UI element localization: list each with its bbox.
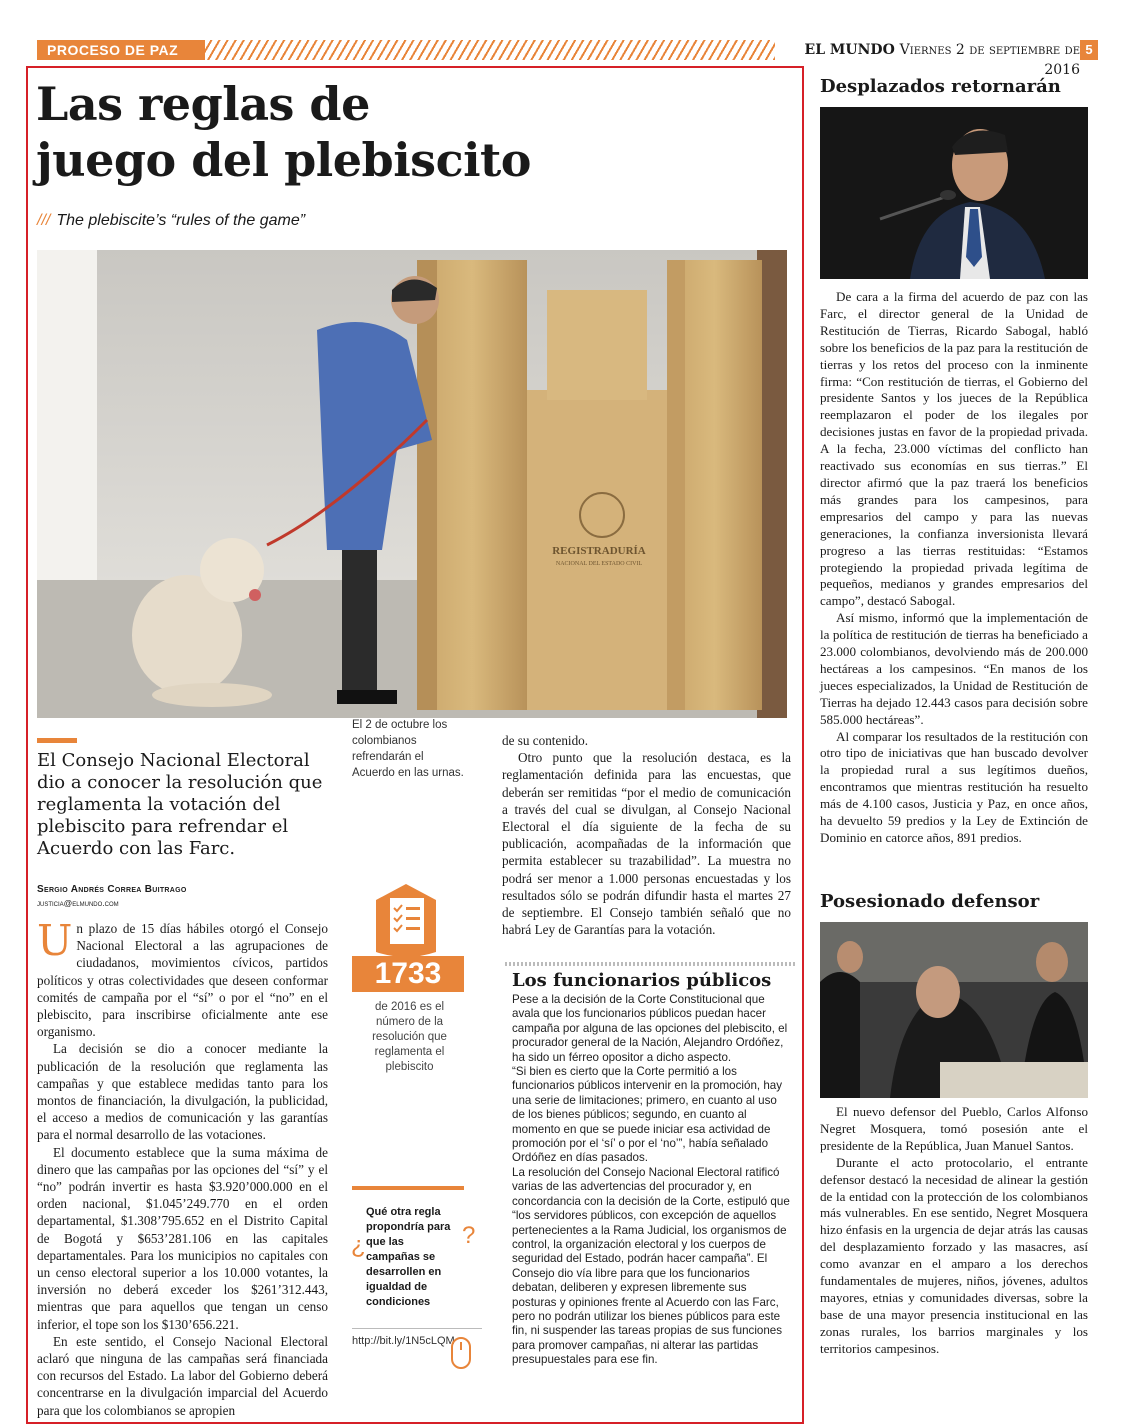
sidebox-paragraph-1: Pese a la decisión de la Corte Constitucional que avala que los funcionarios públicos puedan hacer campaña por alguna de las opciones del plebiscito, el procurador general de la Nación, Alejandro Ordóñez, ha sido un férreo opositor a dicho aspecto. — [512, 993, 788, 1064]
booth-sublabel: NACIONAL DEL ESTADO CIVIL — [555, 561, 643, 567]
article-lead: El Consejo Nacional Electoral dio a conocer la resolución que reglamenta la votación del plebiscito para refrendar el Acuerdo con las Farc. — [37, 750, 323, 859]
sidebox-rule — [505, 962, 795, 966]
right-story-2-paragraph-1: El nuevo defensor del Pueblo, Carlos Alfonso Negret Mosquera, tomó posesión ante el presidente de la República, Juan Manuel Santos. — [820, 1104, 1088, 1153]
drop-cap: U — [37, 916, 73, 965]
right-story-2-body — [820, 1104, 1088, 1358]
paragraph-4: En este sentido, el Consejo Nacional Electoral aclaró que ninguna de las campañas será financiada con recursos del Estado. La labor del Gobierno deberá concentrarse en la divulgación imparcial del Acuerdo para que los colombianos se apropien — [37, 1333, 328, 1418]
paragraph-5: de su contenido. — [502, 733, 589, 748]
paragraph-1: Un plazo de 15 días hábiles otorgó el Consejo Nacional Electoral a las agrupaciones de ciudadanos, movimientos cívicos, partidos políticos y otras colectividades que deseen conformar comités de campaña por el “sí” o por el “no” en el plebiscito, para inscribirse oficialmente ante ese organismo. — [37, 916, 328, 1040]
question-accent-bar — [352, 1186, 464, 1190]
page-number: 5 — [1080, 40, 1098, 60]
paragraph-2: La decisión se dio a conocer mediante la publicación de la resolución que reglamenta las campañas y que establece medidas tanto para los montos de financiación, la divulgación, la publicidad, el acceso a medios de comunicación y las garantías para el normal desarrollo de las votaciones. — [37, 1041, 328, 1143]
stat-description: de 2016 es el número de la resolución que reglamenta el plebiscito — [372, 1001, 447, 1073]
right-story-2-title: Posesionado defensor — [820, 891, 1040, 912]
paragraph-3: El documento establece que la suma máxima de dinero que las campañas por las opciones del “sí” y el “no” podrán invertir es hasta $3.920’000.000 en el orden nacional, $1.045’249.770 en el orden departamental, $1.308’795.652 en el Distrito Capital de Bogotá y $653’281.106 en las capitales departamentales. Para los municipios no capitales con un censo electoral superior a los 10.000 votantes, la inversión no deberá exceder los $261’312.443, mientras que para aquellos que tengan un censo inferior, el tope son los $130’656.221. — [37, 1144, 328, 1332]
masthead-name: EL MUNDO — [804, 42, 895, 58]
checklist-icon — [366, 880, 446, 960]
right-story-1-body — [820, 289, 1088, 847]
paragraph-6: Otro punto que la resolución destaca, es la reglamentación definida para las encuestas, que deberán ser remitidas “por el medio de comunicación a través del cual se divulgan, al Consejo Nacional Electoral el día siguiente de la fecha de su publicación, acompañadas de la información que permita establecer su trazabilidad”. La muestra no podrá ser menor a 1.000 personas encuestadas y los resultados sólo se podrán difundir hasta el martes 27 de septiembre. El Consejo también señaló que no habrá Ley de Garantías para la votación. — [502, 750, 791, 938]
sidebox-paragraph-3: La resolución del Consejo Nacional Electoral ratificó varias de las advertencias del procurador y, en concordancia con la decisión de la Corte, estipuló que “los servidores públicos, con excepción de aquellos pertenecientes a la Rama Judicial, los organismos de control, la organización electoral y los cuerpos de seguridad del Estado, podrán hacer campaña”. El Consejo dio vía libre para que los funcionarios debatan, deliberen y expresen libremente sus posturas y opiniones frente al Acuerdo con las Farc, pero no podrán utilizar los bienes públicos para este fin, ni suspender las tareas propias de sus funciones para promover campañas, ni alterar las partidas presupuestales para ese fin. — [512, 1165, 790, 1367]
link-divider — [352, 1328, 482, 1329]
headline-line-2: juego del plebiscito — [36, 133, 531, 187]
sidebox-title: Los funcionarios públicos — [512, 970, 772, 991]
lead-accent-bar — [37, 738, 77, 743]
issue-date: Viernes 2 de septiembre de 2016 — [899, 42, 1080, 78]
article-link[interactable]: http://bit.ly/1N5cLQM — [352, 1335, 455, 1347]
photo-caption: El 2 de octubre los colombianos refrendarán el Acuerdo en las urnas. — [352, 719, 464, 779]
right-story-1-paragraph-1: De cara a la firma del acuerdo de paz con las Farc, el director general de la Unidad de Restitución de Tierras, Ricardo Sabogal, habló sobre los beneficios de la paz para la restitución de tierras y los retos del proceso con la inminente firma: “Con restitución de tierras, el Gobierno del presidente Santos y los jueces de la República reemplazaron el poder de los ilegales por decisiones justas en favor de la propiedad privada. A la fecha, 23.000 víctimas del conflicto han reactivado sus economías en sus tierras.” El director afirmó que la paz traerá los beneficios más grandes para los campesinos, para empresarios del campo y para las nuevas generaciones, la confianza inversionista llevará progreso a las tierras restituidas: “Estamos protegiendo la propiedad privada legítima de pequeños, medianos y grandes empresarios del campo”, destacó Sabogal. — [820, 289, 1088, 609]
masthead — [780, 40, 1080, 78]
stat-number: 1733 — [352, 956, 464, 992]
article-headline — [36, 76, 796, 188]
booth-label: REGISTRADURÍA — [552, 545, 646, 557]
right-story-1-paragraph-2: Así mismo, informó que la implementación de la política de restitución de tierras ha beneficiado a 23.000 colombianos, devolviendo más de 200.000 hectáreas a los campesinos. “En manos de los jueces especializados, la Unidad de Restitución de Tierras ha dejado 12.443 casos para decisión sobre 585.000 hectáreas”. — [820, 610, 1088, 727]
subtitle-slashes: /// — [37, 212, 51, 229]
question-close-mark: ? — [462, 1222, 476, 1249]
header-hatch-decoration — [205, 40, 775, 60]
speaker-photo — [820, 107, 1088, 279]
author-byline: Sergio Andrés Correa Buitrago — [37, 884, 187, 895]
right-story-2-paragraph-2: Durante el acto protocolario, el entrante defensor destacó la necesidad de alinear la gestión de la entidad con la protección de los colombianos más vulnerables. En ese sentido, Negret Mosquera hizo énfasis en la urgencia de dejar atrás las causas del desplazamiento forzado y las masacres, así como avanzar en el amparo a los derechos fundamentales de mujeres, niños, jóvenes, adultos mayores, etnias y comunidades diversas, sobre la base de una mayor presencia institucional en las zonas rurales, los barrios marginales y los territorios campesinos. — [820, 1154, 1088, 1356]
sidebox-body — [512, 993, 790, 1368]
section-tag: PROCESO DE PAZ — [37, 40, 207, 60]
sidebox-paragraph-2: “Si bien es cierto que la Corte permitió a los funcionarios públicos intervenir en la promoción, hay una serie de limitaciones; primero, en cuanto al uso de los bienes públicos; segundo, en cuanto al momento en que se puede iniciar esa actividad de promoción por el ‘sí’ o por el ‘no’”, había señalado Ordóñez en días pasados. — [512, 1065, 783, 1165]
question-text: Qué otra regla propondría para que las campañas se desarrollen en igualdad de condiciones — [366, 1206, 451, 1308]
ceremony-photo — [820, 922, 1088, 1098]
right-story-1-title: Desplazados retornarán — [820, 76, 1061, 97]
voting-booth-illustration — [37, 250, 787, 718]
article-column-1 — [37, 916, 328, 1419]
article-subtitle — [37, 212, 437, 230]
subtitle-text: The plebiscite’s “rules of the game” — [56, 212, 306, 229]
author-email: justicia@elmundo.com — [37, 898, 119, 908]
voting-booth-photo — [37, 250, 787, 718]
headline-line-1: Las reglas de — [36, 77, 370, 131]
right-story-1-paragraph-3: Al comparar los resultados de la restitución con otro tipo de iniciativas que han buscado devolver la propiedad rural a sus legítimos dueños, encontramos que mientras restitución ha resuelto más de 4.100 casos, Justicia y Paz, en once años, ha devuelto 59 predios y la Ley de Extinción de Dominio en catorce años, 891 predios. — [820, 728, 1088, 845]
article-column-3 — [502, 732, 791, 938]
question-open-mark: ¿ — [351, 1232, 366, 1259]
mouse-icon — [450, 1336, 472, 1372]
